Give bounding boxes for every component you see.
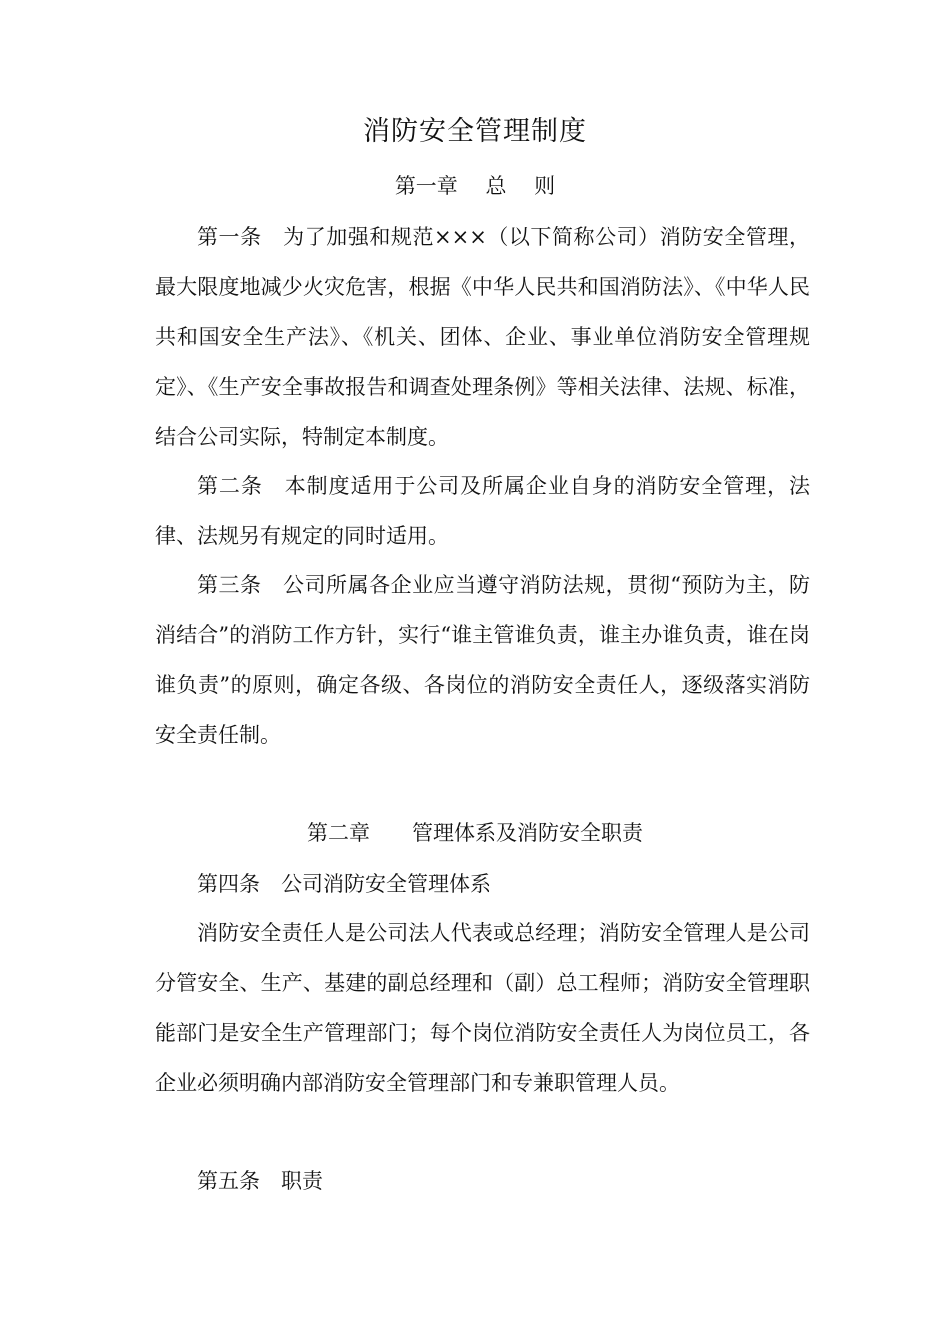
chapter-1-heading: 第一章 总 则 — [394, 174, 556, 198]
article-5-heading: 第五条 职责 — [197, 1169, 323, 1193]
chapter-2-heading: 第二章 管理体系及消防安全职责 — [307, 821, 643, 845]
article-2-paragraph: 第二条 本制度适用于公司及所属企业自身的消防安全管理，法律、法规另有规定的同时适用。 — [155, 474, 810, 548]
article-4-paragraph: 消防安全责任人是公司法人代表或总经理；消防安全管理人是公司分管安全、生产、基建的副总经理和（副）总工程师；消防安全管理职能部门是安全生产管理部门；每个岗位消防安全责任人为岗位员工，各企业必须明确内部消防安全管理部门和专兼职管理人员。 — [155, 921, 810, 1095]
article-1-paragraph: 第一条 为了加强和规范×××（以下简称公司）消防安全管理，最大限度地减少火灾危害，根据《中华人民共和国消防法》、《中华人民共和国安全生产法》、《机关、团体、企业、事业单位消防安全管理规定》、《生产安全事故报告和调查处理条例》等相关法律、法规、标准，结合公司实际，特制定本制度。 — [155, 225, 810, 449]
article-3-paragraph: 第三条 公司所属各企业应当遵守消防法规，贯彻“预防为主，防消结合”的消防工作方针，实行“谁主管谁负责，谁主办谁负责，谁在岗谁负责”的原则，确定各级、各岗位的消防安全责任人，逐级落实消防安全责任制。 — [155, 573, 810, 747]
article-4-heading: 第四条 公司消防安全管理体系 — [197, 872, 491, 896]
document-title: 消防安全管理制度 — [363, 116, 587, 147]
